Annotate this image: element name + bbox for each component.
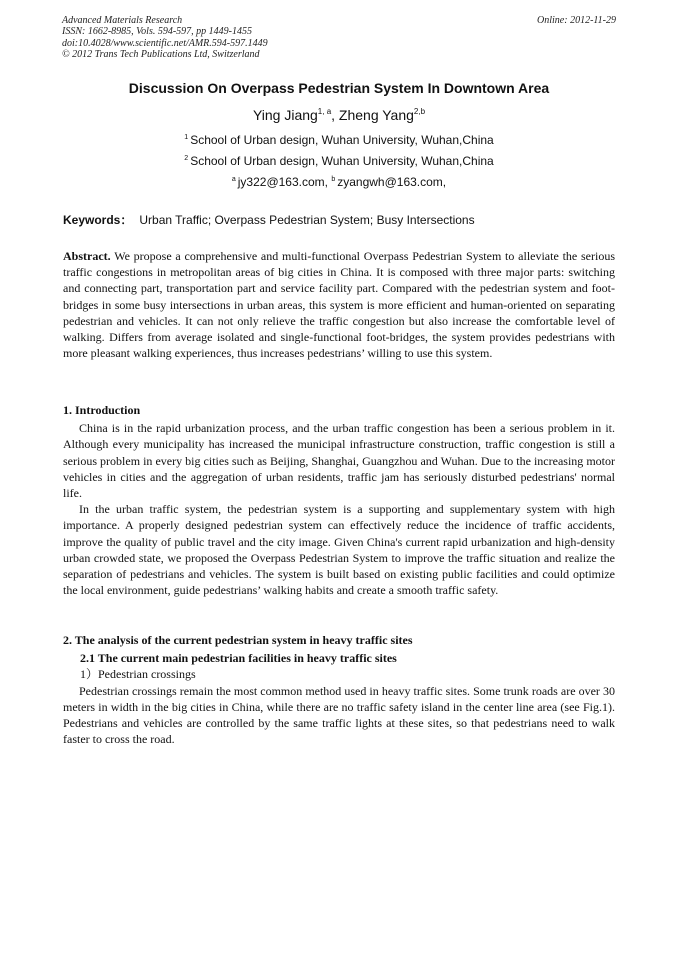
email-marker: a <box>231 176 236 183</box>
affiliation-text: School of Urban design, Wuhan University, Wuhan,China <box>190 154 494 168</box>
abstract-paragraph <box>63 248 615 361</box>
online-date: Online: 2012-11-29 <box>537 15 616 26</box>
affiliation-marker: 1 <box>184 134 189 141</box>
body-paragraph: Pedestrian crossings remain the most common method used in heavy traffic sites. Some trunk roads are over 30 meters in width in the big cities in China, while there are no traffic safety island in the center line area (see Fig.1). Pedestrians and vehicles are controlled by the same traffic lights at these sites, so that pedestrians need to walk faster to cross the road. <box>63 683 615 747</box>
author-line <box>0 107 678 123</box>
section-analysis <box>63 632 615 747</box>
email-address: zyangwh@163.com, <box>337 175 447 189</box>
author-superscript: 2,b <box>413 107 426 116</box>
paper-title: Discussion On Overpass Pedestrian System In Downtown Area <box>128 80 550 96</box>
affiliation-text: School of Urban design, Wuhan University, Wuhan,China <box>190 133 494 147</box>
journal-name: Advanced Materials Research <box>62 15 183 26</box>
section-introduction <box>63 402 615 598</box>
keywords-line <box>63 211 475 228</box>
affiliation-1 <box>0 133 678 147</box>
author-name: Ying Jiang <box>252 107 318 123</box>
email-address: jy322@163.com, <box>237 175 328 189</box>
journal-header <box>62 15 618 61</box>
email-line <box>0 175 678 189</box>
body-paragraph: In the urban traffic system, the pedestrian system is a supporting and supplementary system with high importance. A properly designed pedestrian system can effectively reduce the incidence of traffic accidents, improve the quality of public travel and the city image. Given China's current rapid urbanization and high-density urban crowded state, we proposed the Overpass Pedestrian System to improve the traffic situation and realize the separation of pedestrians and vehicles. The system is built based on existing public facilities and could optimize the local environment, guide pedestrians’ walking habits and create a smooth traffic safety. <box>63 502 615 598</box>
list-item: 1）Pedestrian crossings <box>80 667 196 682</box>
body-paragraph: China is in the rapid urbanization process, and the urban traffic congestion has been a serious problem in it. Although every municipality has increased the municipal infrastructure construction, traffic congestion is still a serious problem in every big cities such as Beijing, Shanghai, Guangzhou and Wuhan. Due to the increasing motor vehicles in cities and the aggregation of urban residents, traffic jam has seriously disturbed pedestrians' normal life. <box>63 421 615 501</box>
section-heading: 1. Introduction <box>63 403 141 417</box>
author-superscript: 1, a <box>317 107 332 116</box>
issn-line: ISSN: 1662-8985, Vols. 594-597, pp 1449-1455 <box>62 26 252 38</box>
author-name: Zheng Yang <box>338 107 414 123</box>
section-heading: 2. The analysis of the current pedestrian system in heavy traffic sites <box>63 633 413 647</box>
abstract-label: Abstract. <box>63 249 111 263</box>
doi-line: doi:10.4028/www.scientific.net/AMR.594-597.1449 <box>62 37 268 49</box>
affiliation-2 <box>0 154 678 168</box>
abstract-block <box>63 248 615 361</box>
copyright-line: © 2012 Trans Tech Publications Ltd, Switzerland <box>62 49 260 61</box>
affiliation-marker: 2 <box>184 155 189 162</box>
author-separator: , <box>331 107 339 123</box>
email-marker: b <box>331 176 336 183</box>
abstract-text: We propose a comprehensive and multi-functional Overpass Pedestrian System to alleviate the serious traffic congestions in metropolitan areas of big cities in China. It is composed with three major parts: switching and connecting part, transportation part and service facility part. Compared with the pedestrian system and foot-bridges in some busy intersections in urban areas, this system is more efficient and human-oriented on separating pedestrian and vehicles. It can not only relieve the traffic congestion but also increase the comfortable level of walking. Differs from average isolated and single-functional foot-bridges, the system provides pedestrians with more pleasant walking experiences, thus increases pedestrians’ willing to use this system. <box>63 249 615 361</box>
keywords-label: Keywords： <box>63 213 133 227</box>
subsection-heading: 2.1 The current main pedestrian facilities in heavy traffic sites <box>80 651 397 666</box>
keywords-text: Urban Traffic; Overpass Pedestrian System; Busy Intersections <box>139 213 475 227</box>
